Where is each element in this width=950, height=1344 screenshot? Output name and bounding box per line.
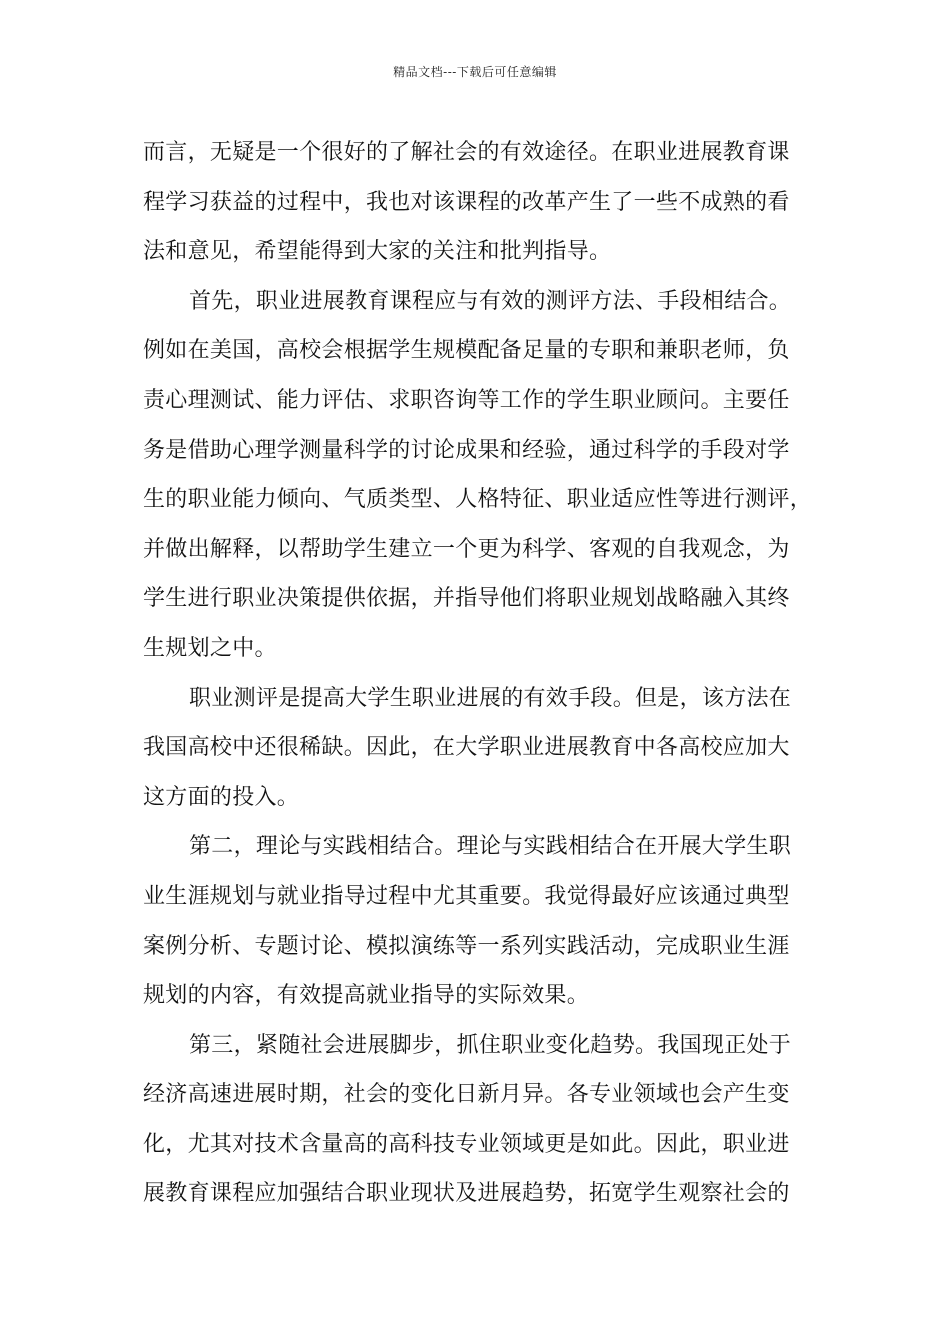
paragraph-first-line: 第三，紧随社会进展脚步，抓住职业变化趋势。我国现正处于: [189, 1032, 792, 1058]
text-line: 生规划之中。: [143, 635, 277, 661]
paragraph-first-line: 第二，理论与实践相结合。理论与实践相结合在开展大学生职: [189, 834, 792, 860]
text-line: 化，尤其对技术含量高的高科技专业领域更是如此。因此，职业进: [143, 1131, 790, 1157]
page-header: 精品文档---下载后可任意编辑: [393, 65, 557, 79]
text-line: 程学习获益的过程中，我也对该课程的改革产生了一些不成熟的看: [143, 189, 790, 215]
text-line: 并做出解释，以帮助学生建立一个更为科学、客观的自我观念，为: [143, 536, 790, 562]
text-line: 展教育课程应加强结合职业现状及进展趋势，拓宽学生观察社会的: [143, 1181, 790, 1207]
body-text: [143, 128, 823, 1219]
text-line: 务是借助心理学测量科学的讨论成果和经验，通过科学的手段对学: [143, 437, 790, 463]
text-line: 法和意见，希望能得到大家的关注和批判指导。: [143, 239, 612, 265]
text-line: 规划的内容，有效提高就业指导的实际效果。: [143, 983, 590, 1009]
text-line: 案例分析、专题讨论、模拟演练等一系列实践活动，完成职业生涯: [143, 933, 790, 959]
text-line: 责心理测试、能力评估、求职咨询等工作的学生职业顾问。主要任: [143, 387, 790, 413]
paragraph-first-line: 职业测评是提高大学生职业进展的有效手段。但是，该方法在: [189, 685, 792, 711]
text-line: 例如在美国，高校会根据学生规模配备足量的专职和兼职老师，负: [143, 338, 790, 364]
text-line: 而言，无疑是一个很好的了解社会的有效途径。在职业进展教育课: [143, 140, 790, 165]
text-line: 学生进行职业决策提供依据，并指导他们将职业规划战略融入其终: [143, 586, 790, 612]
text-line: 经济高速进展时期，社会的变化日新月异。各专业领域也会产生变: [143, 1082, 790, 1108]
text-line: 生的职业能力倾向、气质类型、人格特征、职业适应性等进行测评，: [143, 487, 813, 513]
text-line: 业生涯规划与就业指导过程中尤其重要。我觉得最好应该通过典型: [143, 883, 790, 909]
text-line: 我国高校中还很稀缺。因此，在大学职业进展教育中各高校应加大: [143, 735, 790, 761]
paragraph-first-line: 首先，职业进展教育课程应与有效的测评方法、手段相结合。: [189, 288, 792, 314]
text-line: 这方面的投入。: [143, 784, 300, 810]
